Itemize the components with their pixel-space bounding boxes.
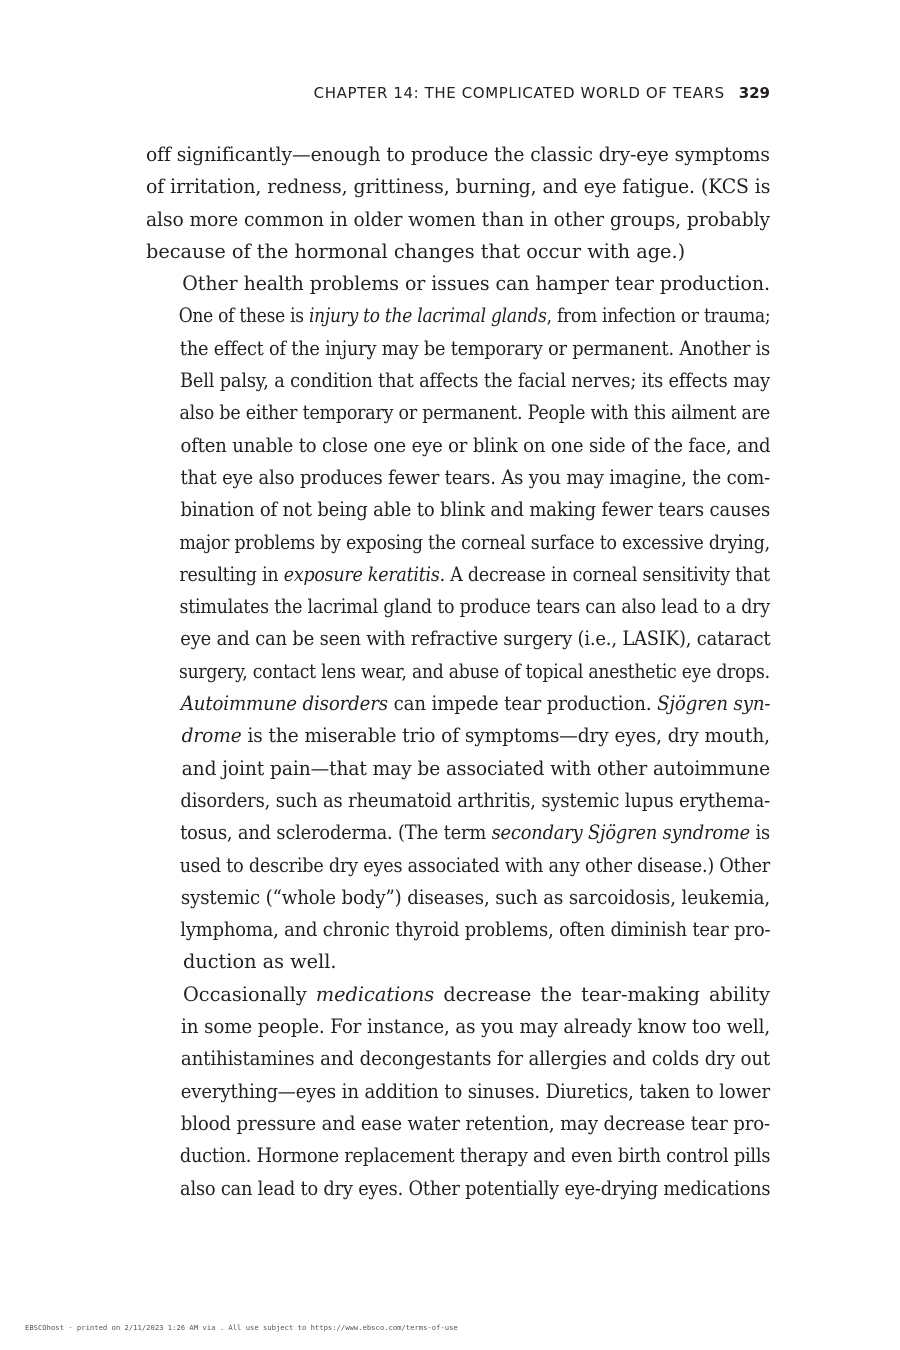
text-line: major problems by exposing the corneal surface to excessive drying, [179, 530, 770, 554]
paragraph [146, 139, 770, 268]
text-line: also be either temporary or permanent. People with this ailment are [179, 401, 770, 425]
body-text [146, 139, 770, 1205]
text-line: One of these is injury to the lacrimal glands, from infection or trauma; [178, 304, 771, 328]
paragraph [146, 268, 770, 688]
text-line: that eye also produces fewer tears. As you may imagine, the com- [180, 465, 771, 489]
text-line: surgery, contact lens wear, and abuse of topical anesthetic eye drops. [178, 659, 770, 683]
text-line: also can lead to dry eyes. Other potentially eye-drying medications [180, 1176, 771, 1200]
text-line: duction as well. [183, 950, 337, 974]
text-line: off significantly—enough to produce the classic dry-eye symptoms [146, 143, 770, 166]
print-footer: EBSCOhost - printed on 2/11/2023 1:26 AM via . All use subject to https://www.ebsco.com/terms-of-use [25, 1323, 458, 1332]
text-line: often unable to close one eye or blink on one side of the face, and [180, 433, 771, 457]
italic-term: Autoimmune disorders [180, 692, 388, 716]
italic-term: secondary Sjögren syndrome [491, 821, 750, 845]
text-line: duction. Hormone replacement therapy and even birth control pills [179, 1144, 771, 1168]
text-line: tosus, and scleroderma. (The term secondary Sjögren syndrome is [180, 821, 771, 845]
text-line: resulting in exposure keratitis. A decrease in corneal sensitivity that [179, 562, 770, 586]
text-line: Bell palsy, a condition that affects the facial nerves; its effects may [180, 369, 771, 393]
text-line: everything—eyes in addition to sinuses. Diuretics, taken to lower [180, 1079, 770, 1103]
text-line: Autoimmune disorders can impede tear production. Sjögren syn- [180, 692, 771, 716]
text-line: bination of not being able to blink and making fewer tears causes [180, 498, 771, 522]
text-line: of irritation, redness, grittiness, burning, and eye fatigue. (KCS is [146, 175, 771, 199]
text-line: also more common in older women than in other groups, probably [146, 207, 770, 231]
italic-term: medications [315, 982, 435, 1006]
text-line: in some people. For instance, as you may already know too well, [181, 1015, 771, 1039]
running-header [314, 84, 770, 102]
text-line: eye and can be seen with refractive surgery (i.e., LASIK), cataract [180, 627, 771, 651]
text-line: blood pressure and ease water retention, may decrease tear pro- [180, 1111, 771, 1135]
italic-term: drome [181, 724, 242, 748]
text-line: antihistamines and decongestants for allergies and colds dry out [180, 1047, 771, 1071]
text-line: disorders, such as rheumatoid arthritis, systemic lupus erythema- [180, 788, 771, 812]
text-line: systemic (“whole body”) diseases, such as sarcoidosis, leukemia, [180, 885, 771, 909]
text-line: the effect of the injury may be temporary or permanent. Another is [179, 336, 771, 360]
italic-term: exposure keratitis. [283, 562, 445, 586]
italic-term: injury to the lacrimal glands [308, 304, 547, 328]
text-line: Occasionally medications decrease the tear-making ability [183, 982, 771, 1006]
chapter-title: CHAPTER 14: THE COMPLICATED WORLD OF TEARS [313, 84, 725, 102]
text-line: Other health problems or issues can hamper tear production. [182, 272, 770, 296]
page-number: 329 [738, 84, 770, 102]
text-line: stimulates the lacrimal gland to produce tears can also lead to a dry [179, 595, 770, 619]
italic-term: Sjögren syn- [657, 692, 771, 716]
text-line: and joint pain—that may be associated with other autoimmune [181, 756, 771, 780]
paragraph [146, 688, 770, 979]
text-line: drome is the miserable trio of symptoms—dry eyes, dry mouth, [181, 724, 770, 748]
paragraph [146, 979, 770, 1205]
text-line: lymphoma, and chronic thyroid problems, often diminish tear pro- [180, 918, 771, 942]
text-line: because of the hormonal changes that occur with age.) [146, 239, 686, 263]
text-line: used to describe dry eyes associated with any other disease.) Other [179, 853, 771, 877]
